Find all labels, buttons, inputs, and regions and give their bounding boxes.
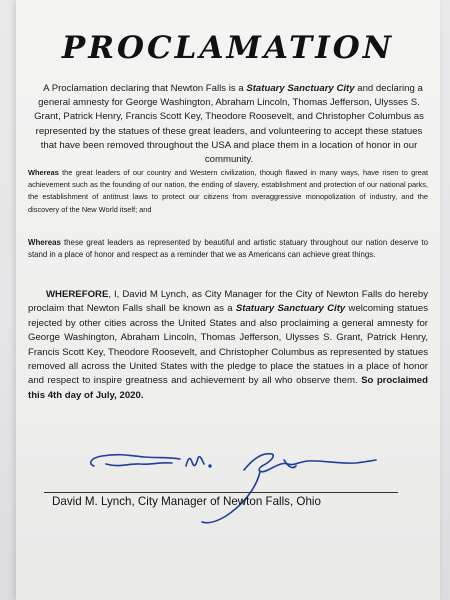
signature-caption: David M. Lynch, City Manager of Newton Falls, Ohio — [52, 495, 321, 508]
wherefore-closing: So proclaimed this 4th day of July, 2020. — [28, 375, 428, 401]
signature-line — [44, 492, 398, 493]
whereas-text-2: these great leaders as represented by beautiful and artistic statuary throughout our nation deserve to stand in a place of honor and respect as a reminder that we as Americans can achieve great things. — [28, 238, 428, 260]
whereas-paragraph-2 — [28, 237, 428, 262]
whereas-keyword-2: Whereas — [28, 238, 61, 247]
document-title: PROCLAMATION — [61, 30, 395, 66]
intro-emphasis: Statuary Sanctuary City — [246, 83, 355, 94]
intro-text-part1: A Proclamation declaring that Newton Falls is a — [43, 83, 247, 94]
wherefore-emphasis: Statuary Sanctuary City — [235, 303, 346, 315]
wherefore-paragraph — [28, 288, 428, 403]
proclamation-document — [16, 0, 440, 600]
whereas-paragraph-1 — [28, 167, 428, 216]
wherefore-keyword: WHEREFORE — [46, 289, 109, 300]
wherefore-text-part2: welcoming statues rejected by other cities across the United States and also proclaiming a general amnesty for George Washington, Abraham Lincoln, Thomas Jefferson, Ulysses S. Grant, Patrick Henry, Francis Scott Key, Theodore Roosevelt, and Christopher Columbus as represented by statues removed all across the United States with the pledge to place the statues in a place of honor and respect to inspire greatness and achievement by all who observe them. — [28, 303, 429, 387]
whereas-keyword-1: Whereas — [28, 168, 59, 177]
wherefore-text-part1: , I, David M Lynch, as City Manager for the City of Newton Falls do hereby proclaim that Newton Falls shall be known as a — [28, 289, 428, 315]
intro-text-part2: and declaring a general amnesty for George Washington, Abraham Lincoln, Thomas Jefferson, Ulysses S. Grant, Patrick Henry, Francis Scott Key, Theodore Roosevelt, and Christopher Columbus as represented by the statues of these great leaders, and volunteering to accept these statues that have been removed throughout the USA and place them in a location of honor in our community. — [34, 83, 424, 166]
handwritten-signature — [86, 448, 386, 528]
intro-paragraph — [32, 82, 426, 167]
whereas-text-1: the great leaders of our country and Western civilization, though flawed in many ways, have risen to great achievement such as the founding of our nation, the ending of slavery, establishment and protection of our national parks, the establishment of antitrust laws to protect our citizens from overaggressive monopolization of industry, and the discovery of the New World itself; and — [28, 168, 428, 214]
